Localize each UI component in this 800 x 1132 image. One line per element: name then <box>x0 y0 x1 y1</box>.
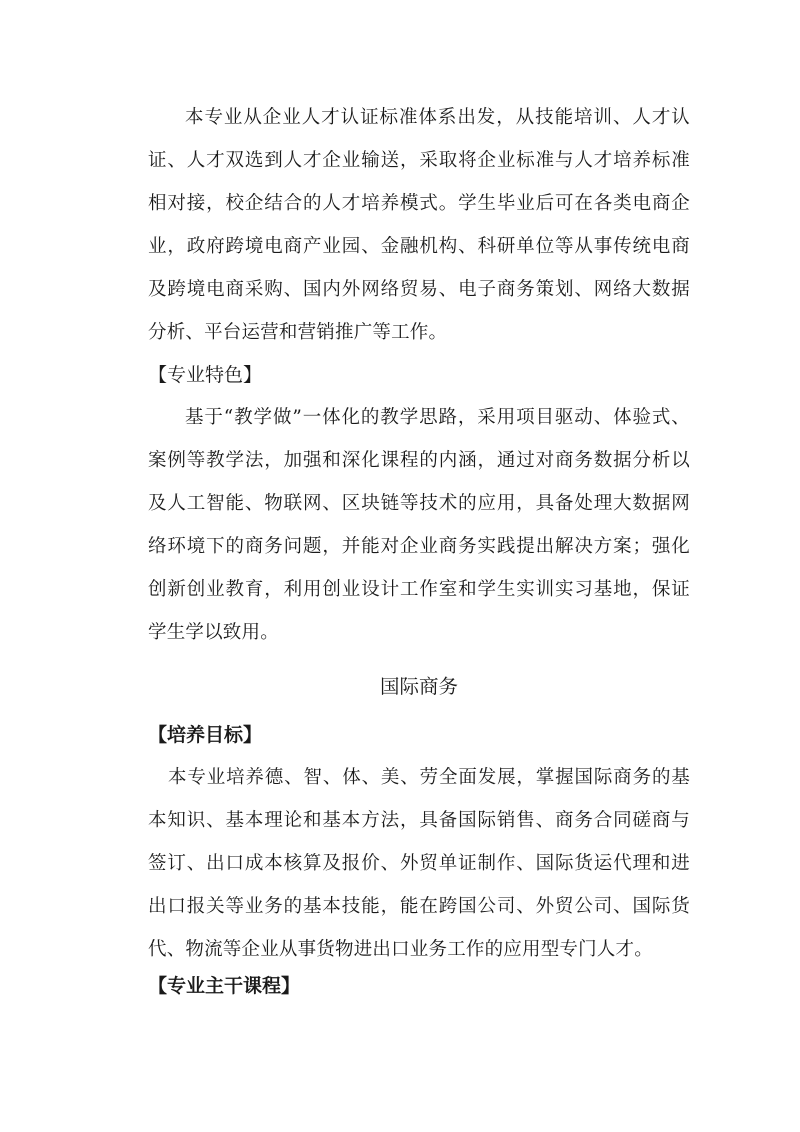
features-heading-wrap <box>148 354 690 397</box>
features-paragraph: 基于“教学做”一体化的教学思路，采用项目驱动、体验式、案例等教学法，加强和深化课程的内涵，通过对商务数据分析以及人工智能、物联网、区块链等技术的应用，具备处理大数据网络环境下的商务问题，并能对企业商务实践提出解决方案；强化创新创业教育，利用创业设计工作室和学生实训实习基地，保证学生学以致用。 <box>148 407 690 643</box>
goal-paragraph: 本专业培养德、智、体、美、劳全面发展，掌握国际商务的基本知识、基本理论和基本方法，具备国际销售、商务合同磋商与签订、出口成本核算及报价、外贸单证制作、国际货运代理和进出口报关等业务的基本技能，能在跨国公司、外贸公司、国际货代、物流等企业从事货物进出口业务工作的应用型专门人才。 <box>148 767 690 960</box>
goal-heading-wrap <box>148 714 690 757</box>
major-title-wrap <box>148 671 690 699</box>
features-heading: 【专业特色】 <box>148 364 263 386</box>
intro-paragraph: 本专业从企业人才认证标准体系出发，从技能培训、人才认证、人才双选到人才企业输送，采取将企业标准与人才培养标准相对接，校企结合的人才培养模式。学生毕业后可在各类电商企业，政府跨境电商产业园、金融机构、科研单位等从事传统电商及跨境电商采购、国内外网络贸易、电子商务策划、网络大数据分析、平台运营和营销推广等工作。 <box>148 107 690 343</box>
courses-heading-wrap <box>148 965 690 1008</box>
features-section <box>148 396 690 654</box>
courses-heading: 【专业主干课程】 <box>148 975 301 997</box>
goal-section <box>148 756 690 971</box>
intro-section <box>148 96 690 354</box>
goal-heading: 【培养目标】 <box>148 724 263 746</box>
major-title: 国际商务 <box>379 675 458 698</box>
